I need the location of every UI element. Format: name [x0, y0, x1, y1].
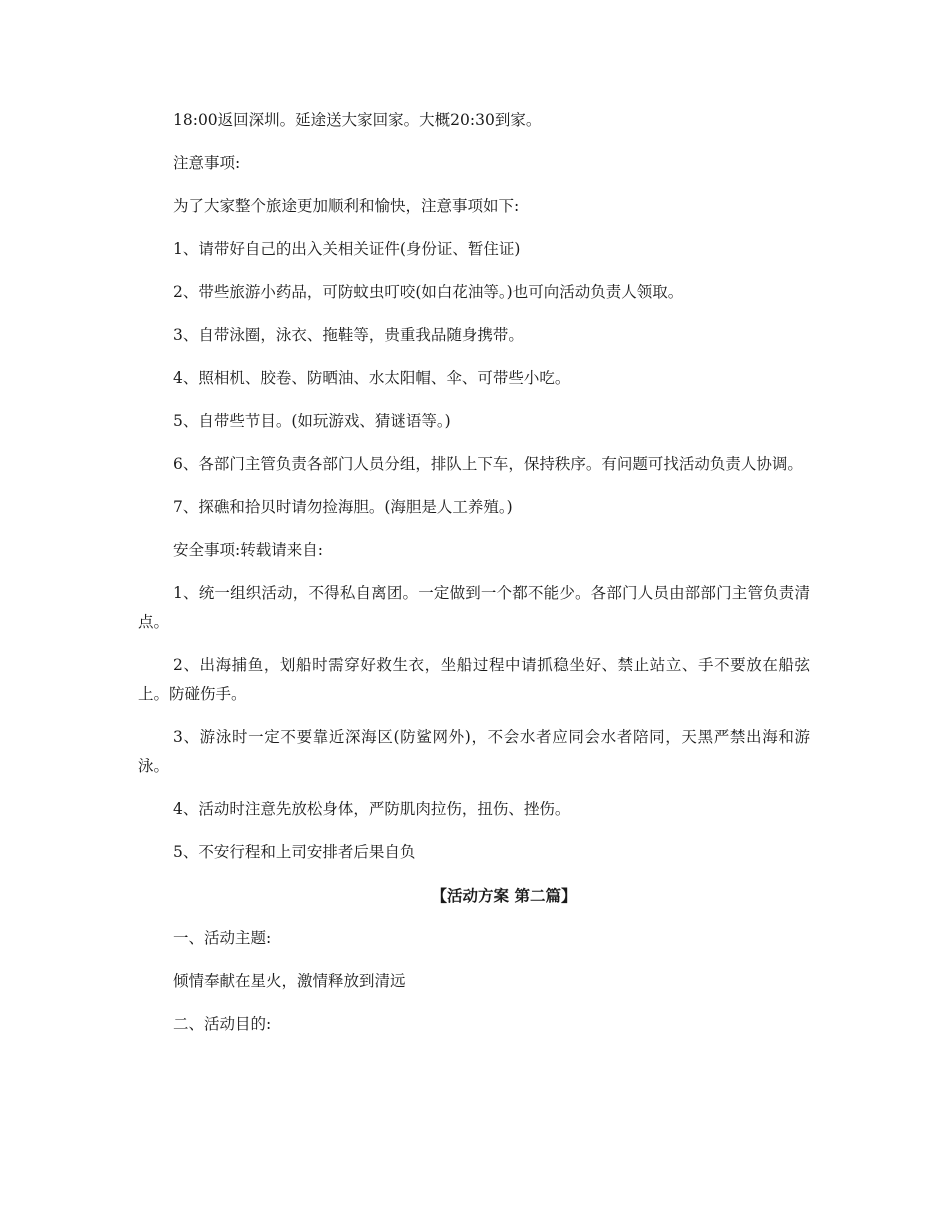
document-body: [138, 106, 810, 1053]
paragraph-safety-5: 5、不安行程和上司安排者后果自负: [173, 843, 416, 861]
paragraph-note-1: 1、请带好自己的出入关相关证件(身份证、暂住证): [173, 240, 521, 258]
paragraph-note-6: 6、各部门主管负责各部门人员分组，排队上下车，保持秩序。有问题可找活动负责人协调。: [173, 455, 803, 473]
paragraph-theme-title: 一、活动主题:: [173, 929, 272, 947]
paragraph-note-5: 5、自带些节目。(如玩游戏、猜谜语等。): [173, 412, 451, 430]
paragraph-safety-2: 2、出海捕鱼，划船时需穿好救生衣，坐船过程中请抓稳坐好、禁止站立、手不要放在船弦上。防碰伤手。: [138, 656, 810, 703]
paragraph-safety-4: 4、活动时注意先放松身体，严防肌肉拉伤，扭伤、挫伤。: [173, 800, 571, 818]
section-heading: 【活动方案 第二篇】: [431, 886, 577, 905]
paragraph-note-2: 2、带些旅游小药品，可防蚊虫叮咬(如白花油等。)也可向活动负责人领取。: [173, 283, 684, 301]
paragraph-theme-text: 倾情奉献在星火，激情释放到清远: [173, 972, 406, 990]
paragraph-safety-3: 3、游泳时一定不要靠近深海区(防鲨网外)，不会水者应同会水者陪同，天黑严禁出海和游泳。: [138, 728, 810, 775]
paragraph-return-schedule: 18:00返回深圳。延途送大家回家。大概20:30到家。: [173, 111, 542, 129]
paragraph-safety-title: 安全事项:转载请来自:: [173, 541, 323, 559]
paragraph-note-4: 4、照相机、胶卷、防晒油、水太阳帽、伞、可带些小吃。: [173, 369, 571, 387]
paragraph-safety-1: 1、统一组织活动，不得私自离团。一定做到一个都不能少。各部门人员由部部门主管负责清点。: [138, 584, 810, 631]
paragraph-notes-title: 注意事项:: [173, 154, 241, 172]
paragraph-notes-intro: 为了大家整个旅途更加顺利和愉快，注意事项如下:: [173, 197, 520, 215]
paragraph-note-3: 3、自带泳圈，泳衣、拖鞋等，贵重我品随身携带。: [173, 326, 524, 344]
paragraph-purpose-title: 二、活动目的:: [173, 1015, 272, 1033]
paragraph-note-7: 7、探礁和拾贝时请勿捡海胆。(海胆是人工养殖。): [173, 498, 513, 516]
